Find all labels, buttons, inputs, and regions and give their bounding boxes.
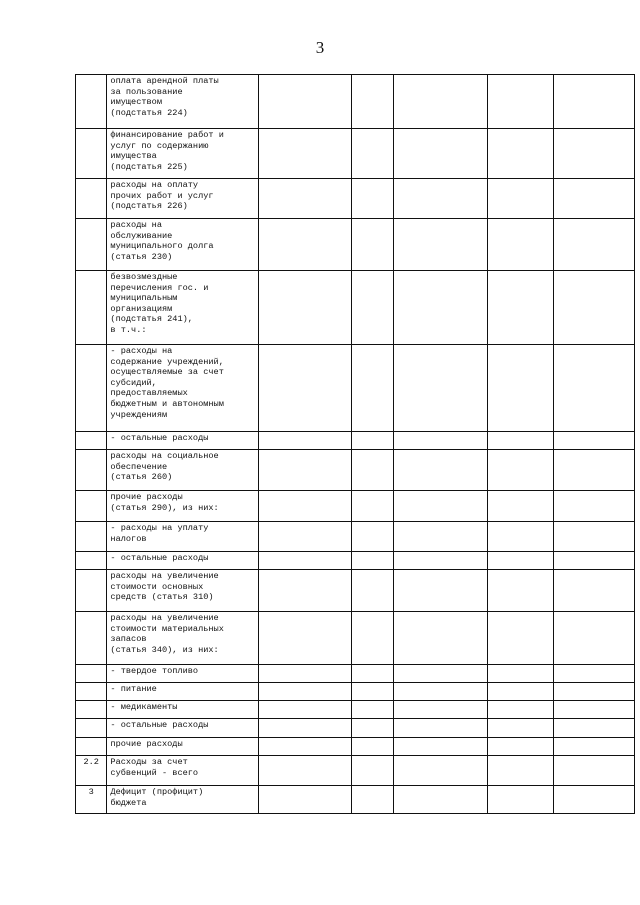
value-cell <box>394 491 487 522</box>
row-number-cell <box>76 522 107 552</box>
value-cell <box>487 738 553 756</box>
value-cell <box>487 719 553 738</box>
value-cell <box>553 719 634 738</box>
row-label-cell: финансирование работ и услуг по содержанию имущества (подстатья 225) <box>107 129 259 179</box>
value-cell <box>553 756 634 786</box>
table-row <box>76 219 635 271</box>
value-cell <box>394 738 487 756</box>
table-row <box>76 491 635 522</box>
table-row <box>76 786 635 814</box>
row-number-cell <box>76 683 107 701</box>
value-cell <box>553 179 634 219</box>
value-cell <box>487 570 553 612</box>
value-cell <box>487 75 553 129</box>
table-row <box>76 432 635 450</box>
value-cell <box>487 683 553 701</box>
row-label-cell: - расходы на содержание учреждений, осуществляемые за счет субсидий, предоставляемых бюджетным и автономным учреждениям <box>107 345 259 432</box>
budget-table <box>75 74 635 814</box>
row-number-cell <box>76 570 107 612</box>
value-cell <box>394 570 487 612</box>
value-cell <box>352 450 394 491</box>
value-cell <box>259 701 352 719</box>
row-label-cell: Дефицит (профицит) бюджета <box>107 786 259 814</box>
value-cell <box>487 491 553 522</box>
value-cell <box>352 612 394 665</box>
value-cell <box>259 683 352 701</box>
row-number-cell <box>76 179 107 219</box>
value-cell <box>553 219 634 271</box>
row-number-cell <box>76 450 107 491</box>
value-cell <box>352 756 394 786</box>
table-row <box>76 522 635 552</box>
value-cell <box>553 701 634 719</box>
value-cell <box>394 612 487 665</box>
row-label-cell: расходы на увеличение стоимости материальных запасов (статья 340), из них: <box>107 612 259 665</box>
row-number-cell <box>76 738 107 756</box>
value-cell <box>259 612 352 665</box>
value-cell <box>259 345 352 432</box>
row-label-cell: расходы на увеличение стоимости основных средств (статья 310) <box>107 570 259 612</box>
table-row <box>76 450 635 491</box>
value-cell <box>352 552 394 570</box>
value-cell <box>487 522 553 552</box>
table-row <box>76 345 635 432</box>
value-cell <box>259 719 352 738</box>
value-cell <box>553 552 634 570</box>
row-label-cell: прочие расходы <box>107 738 259 756</box>
value-cell <box>352 271 394 345</box>
table-row <box>76 179 635 219</box>
value-cell <box>487 450 553 491</box>
value-cell <box>553 129 634 179</box>
row-label-cell: - остальные расходы <box>107 432 259 450</box>
table-row <box>76 129 635 179</box>
row-label-cell: - твердое топливо <box>107 665 259 683</box>
table-row <box>76 719 635 738</box>
value-cell <box>553 345 634 432</box>
value-cell <box>487 432 553 450</box>
row-number-cell <box>76 75 107 129</box>
value-cell <box>352 786 394 814</box>
row-label-cell: - остальные расходы <box>107 719 259 738</box>
value-cell <box>553 786 634 814</box>
row-label-cell: расходы на обслуживание муниципального долга (статья 230) <box>107 219 259 271</box>
value-cell <box>352 75 394 129</box>
value-cell <box>394 129 487 179</box>
row-label-cell: расходы на оплату прочих работ и услуг (подстатья 226) <box>107 179 259 219</box>
row-label-cell: прочие расходы (статья 290), из них: <box>107 491 259 522</box>
row-number-cell <box>76 719 107 738</box>
value-cell <box>259 271 352 345</box>
table-row <box>76 756 635 786</box>
value-cell <box>352 491 394 522</box>
value-cell <box>394 786 487 814</box>
value-cell <box>352 570 394 612</box>
row-label-cell: оплата арендной платы за пользование имуществом (подстатья 224) <box>107 75 259 129</box>
value-cell <box>259 450 352 491</box>
row-number-cell: 3 <box>76 786 107 814</box>
value-cell <box>487 179 553 219</box>
value-cell <box>352 129 394 179</box>
row-number-cell <box>76 665 107 683</box>
value-cell <box>259 570 352 612</box>
value-cell <box>259 552 352 570</box>
value-cell <box>487 271 553 345</box>
value-cell <box>487 786 553 814</box>
value-cell <box>487 345 553 432</box>
value-cell <box>259 522 352 552</box>
value-cell <box>487 701 553 719</box>
budget-table-body <box>76 75 635 814</box>
row-number-cell <box>76 271 107 345</box>
value-cell <box>553 271 634 345</box>
page-number: 3 <box>315 38 325 57</box>
value-cell <box>259 129 352 179</box>
row-label-cell: - питание <box>107 683 259 701</box>
value-cell <box>352 345 394 432</box>
value-cell <box>352 219 394 271</box>
value-cell <box>352 683 394 701</box>
value-cell <box>553 570 634 612</box>
value-cell <box>259 756 352 786</box>
table-row <box>76 570 635 612</box>
value-cell <box>394 552 487 570</box>
value-cell <box>553 450 634 491</box>
row-label-cell: Расходы за счет субвенций - всего <box>107 756 259 786</box>
value-cell <box>394 345 487 432</box>
value-cell <box>394 522 487 552</box>
table-row <box>76 271 635 345</box>
value-cell <box>352 665 394 683</box>
row-number-cell <box>76 612 107 665</box>
value-cell <box>352 432 394 450</box>
row-label-cell: безвозмездные перечисления гос. и муниципальным организациям (подстатья 241), в т.ч.: <box>107 271 259 345</box>
row-label-cell: - медикаменты <box>107 701 259 719</box>
value-cell <box>259 75 352 129</box>
value-cell <box>553 522 634 552</box>
table-row <box>76 612 635 665</box>
value-cell <box>394 432 487 450</box>
value-cell <box>487 552 553 570</box>
value-cell <box>352 179 394 219</box>
value-cell <box>259 219 352 271</box>
table-row <box>76 665 635 683</box>
value-cell <box>352 522 394 552</box>
value-cell <box>553 738 634 756</box>
value-cell <box>553 683 634 701</box>
value-cell <box>259 179 352 219</box>
value-cell <box>394 701 487 719</box>
value-cell <box>394 219 487 271</box>
value-cell <box>487 756 553 786</box>
row-label-cell: расходы на социальное обеспечение (статья 260) <box>107 450 259 491</box>
value-cell <box>394 271 487 345</box>
value-cell <box>394 719 487 738</box>
row-label-cell: - остальные расходы <box>107 552 259 570</box>
table-row <box>76 683 635 701</box>
value-cell <box>259 432 352 450</box>
table-row <box>76 552 635 570</box>
row-number-cell <box>76 129 107 179</box>
value-cell <box>394 756 487 786</box>
value-cell <box>352 719 394 738</box>
value-cell <box>394 179 487 219</box>
value-cell <box>553 665 634 683</box>
value-cell <box>352 701 394 719</box>
row-number-cell <box>76 219 107 271</box>
value-cell <box>487 219 553 271</box>
row-number-cell <box>76 345 107 432</box>
value-cell <box>394 75 487 129</box>
value-cell <box>487 612 553 665</box>
table-row <box>76 738 635 756</box>
value-cell <box>259 786 352 814</box>
row-number-cell <box>76 701 107 719</box>
row-number-cell <box>76 491 107 522</box>
value-cell <box>259 491 352 522</box>
value-cell <box>487 129 553 179</box>
table-row <box>76 701 635 719</box>
value-cell <box>259 738 352 756</box>
row-number-cell <box>76 432 107 450</box>
table-row <box>76 75 635 129</box>
row-label-cell: - расходы на уплату налогов <box>107 522 259 552</box>
value-cell <box>394 665 487 683</box>
value-cell <box>553 491 634 522</box>
value-cell <box>394 683 487 701</box>
value-cell <box>553 75 634 129</box>
value-cell <box>259 665 352 683</box>
value-cell <box>352 738 394 756</box>
value-cell <box>553 432 634 450</box>
value-cell <box>553 612 634 665</box>
row-number-cell <box>76 552 107 570</box>
value-cell <box>487 665 553 683</box>
row-number-cell: 2.2 <box>76 756 107 786</box>
value-cell <box>394 450 487 491</box>
